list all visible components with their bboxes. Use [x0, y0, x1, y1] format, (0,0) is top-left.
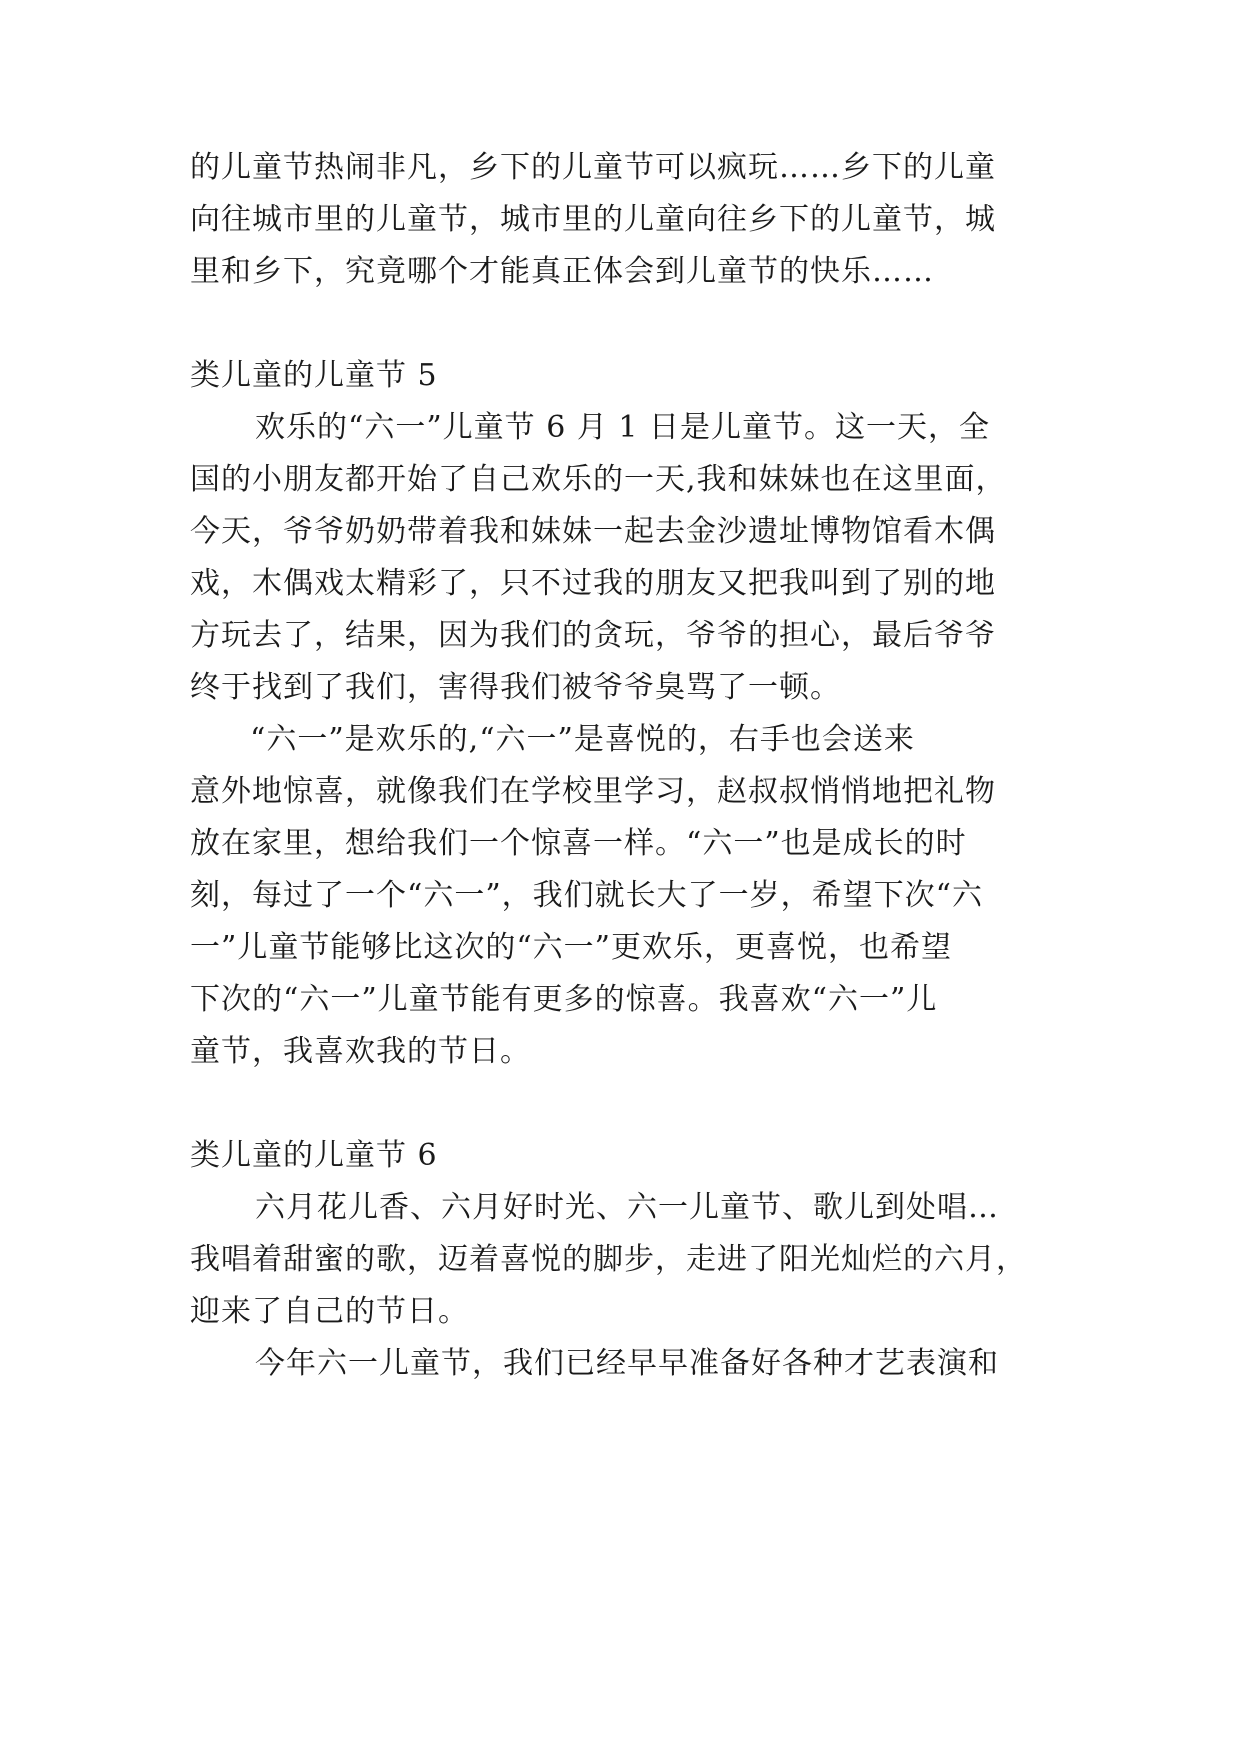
paragraph-line: 的儿童节热闹非凡，乡下的儿童节可以疯玩……乡下的儿童 — [190, 150, 996, 185]
paragraph-line: 六月花儿香、六月好时光、六一儿童节、歌儿到处唱… — [255, 1190, 999, 1225]
paragraph-line: 刻，每过了一个“六一”，我们就长大了一岁，希望下次“六 — [190, 878, 984, 913]
paragraph-line: 向往城市里的儿童节，城市里的儿童向往乡下的儿童节，城 — [190, 202, 996, 237]
paragraph-line: 方玩去了，结果，因为我们的贪玩，爷爷的担心，最后爷爷 — [190, 618, 996, 653]
paragraph-line: 一”儿童节能够比这次的“六一”更欢乐，更喜悦，也希望 — [190, 930, 953, 965]
section-title: 类儿童的儿童节 5 — [190, 358, 438, 393]
paragraph-line: 今年六一儿童节，我们已经早早准备好各种才艺表演和 — [255, 1346, 999, 1381]
paragraph-line: 戏，木偶戏太精彩了，只不过我的朋友又把我叫到了别的地 — [190, 566, 996, 601]
paragraph-line: 我唱着甜蜜的歌，迈着喜悦的脚步，走进了阳光灿烂的六月， — [190, 1242, 1027, 1277]
paragraph-line: 放在家里，想给我们一个惊喜一样。“六一”也是成长的时 — [190, 826, 967, 861]
paragraph-line: “六一”是欢乐的,“六一”是喜悦的，右手也会送来 — [250, 722, 915, 757]
paragraph-line: 国的小朋友都开始了自己欢乐的一天,我和妹妹也在这里面， — [190, 462, 1007, 497]
paragraph-line: 终于找到了我们，害得我们被爷爷臭骂了一顿。 — [190, 670, 841, 705]
paragraph-line: 今天，爷爷奶奶带着我和妹妹一起去金沙遗址博物馆看木偶 — [190, 514, 996, 549]
paragraph-line: 下次的“六一”儿童节能有更多的惊喜。我喜欢“六一”儿 — [190, 982, 938, 1017]
section-title: 类儿童的儿童节 6 — [190, 1138, 438, 1173]
paragraph-line: 迎来了自己的节日。 — [190, 1294, 469, 1329]
paragraph-line: 童节，我喜欢我的节日。 — [190, 1034, 531, 1069]
paragraph-line: 里和乡下，究竟哪个才能真正体会到儿童节的快乐…… — [190, 254, 934, 289]
paragraph-line: 欢乐的“六一”儿童节 6 月 1 日是儿童节。这一天，全 — [255, 410, 990, 445]
paragraph-line: 意外地惊喜，就像我们在学校里学习，赵叔叔悄悄地把礼物 — [190, 774, 996, 809]
